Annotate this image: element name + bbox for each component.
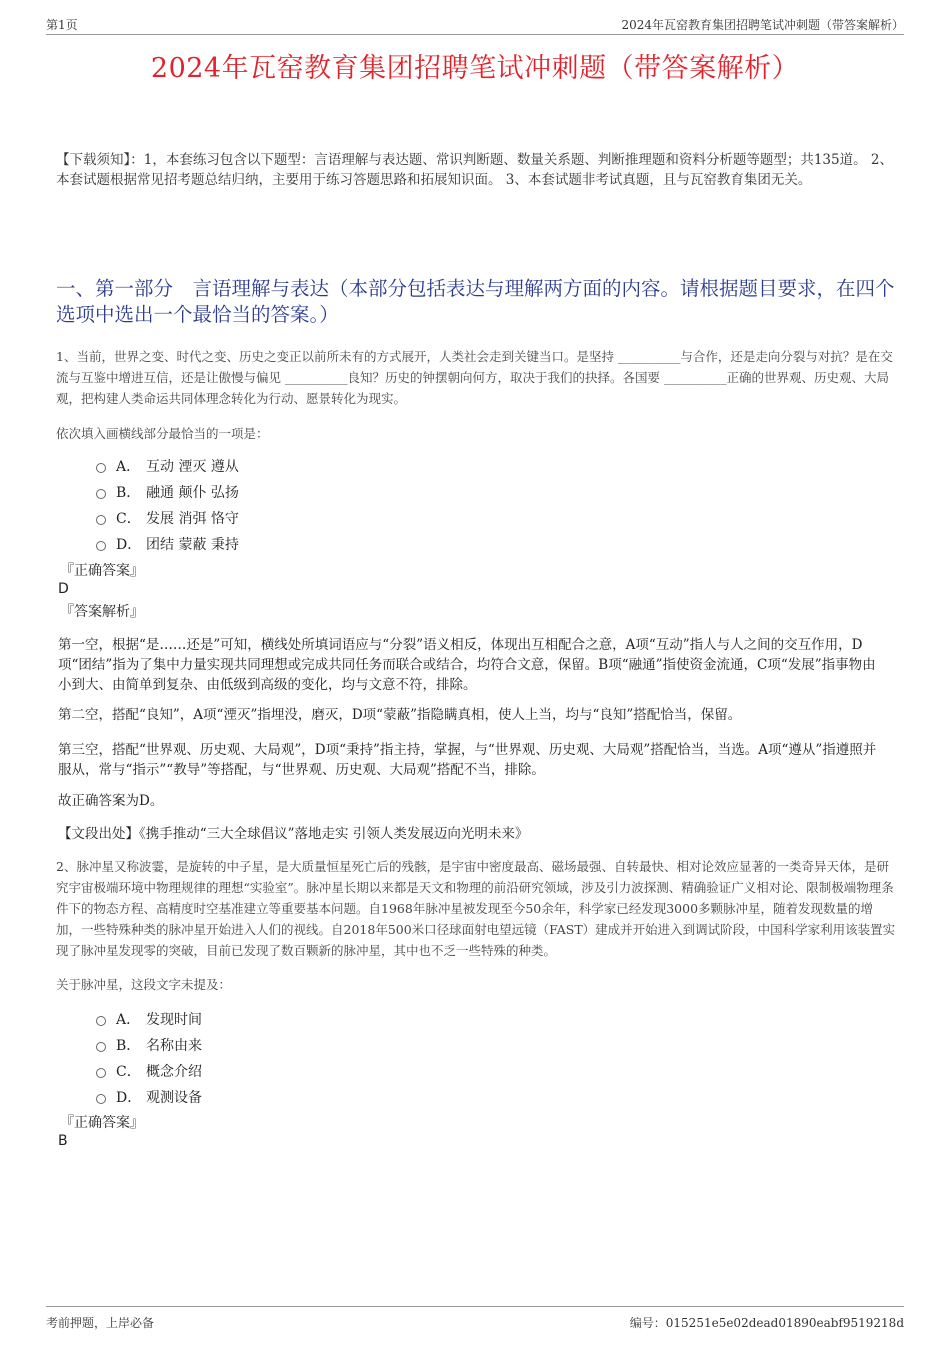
page-number: 第1页 xyxy=(46,18,78,32)
footer-slogan: 考前押题，上岸必备 xyxy=(46,1316,155,1330)
question-1-text: 1、当前，世界之变、时代之变、历史之变正以前所未有的方式展开，人类社会走到关键当口。是坚持 __________与合作，还是走向分裂与对抗？是在交流与互鉴中增进互信，还是让傲慢与偏见 __________良知？历史的钟摆朝向何方，取决于我们的抉择。各国要 __________正确的世界观、历史观、大局观，把构建人类命运共同体理念转化为行动、愿景转化为现实。 xyxy=(56,349,893,406)
option-text: 互动 湮灭 遵从 xyxy=(146,459,239,475)
radio-icon[interactable] xyxy=(96,489,106,499)
radio-icon[interactable] xyxy=(96,1016,106,1026)
analysis-paragraph-1: 第一空，根据“是……还是”可知，横线处所填词语应与“分裂”语义相反，体现出互相配合之意，A项“互动”指人与人之间的交互作用，D项“团结”指为了集中力量实现共同理想或完成共同任务而联合或结合，均符合文意，保留。B项“融通”指使资金流通，C项“发展”指事物由小到大、由简单到复杂、由低级到高级的变化，均与文意不符，排除。 xyxy=(58,637,876,693)
option-text: 发展 消弭 恪守 xyxy=(146,511,239,527)
option-d[interactable]: D． 观测设备 xyxy=(96,1084,202,1110)
option-text: 团结 蒙蔽 秉持 xyxy=(146,537,239,553)
option-b[interactable]: B． 融通 颠仆 弘扬 xyxy=(96,479,239,505)
source-citation: 【文段出处】《携手推动“三大全球倡议”落地走实 引领人类发展迈向光明未来》 xyxy=(58,826,529,842)
option-a[interactable]: A． 互动 湮灭 遵从 xyxy=(96,453,239,479)
page-header xyxy=(46,14,904,35)
correct-answer-value: B xyxy=(58,1133,68,1149)
section-heading: 一、第一部分 言语理解与表达（本部分包括表达与理解两方面的内容。请根据题目要求，在四个选项中选出一个最恰当的答案。） xyxy=(56,277,895,326)
radio-icon[interactable] xyxy=(96,1068,106,1078)
option-text: 概念介绍 xyxy=(146,1064,202,1080)
option-text: 发现时间 xyxy=(146,1012,202,1028)
option-c[interactable]: C． 概念介绍 xyxy=(96,1058,202,1084)
option-text: 观测设备 xyxy=(146,1090,202,1106)
page-footer xyxy=(46,1306,904,1330)
radio-icon[interactable] xyxy=(96,463,106,473)
question-2-options xyxy=(96,1006,202,1110)
page-title: 2024年瓦窑教育集团招聘笔试冲刺题（带答案解析） xyxy=(150,53,800,84)
correct-answer-value: D xyxy=(58,581,69,597)
option-b[interactable]: B． 名称由来 xyxy=(96,1032,202,1058)
analysis-paragraph-2: 第二空，搭配“良知”，A项“湮灭”指埋没，磨灭，D项“蒙蔽”指隐瞒真相，使人上当，均与“良知”搭配恰当，保留。 xyxy=(58,707,742,723)
option-d[interactable]: D． 团结 蒙蔽 秉持 xyxy=(96,531,239,557)
radio-icon[interactable] xyxy=(96,1042,106,1052)
analysis-conclusion: 故正确答案为D。 xyxy=(58,793,164,809)
header-doc-title: 2024年瓦窑教育集团招聘笔试冲刺题（带答案解析） xyxy=(621,18,904,32)
radio-icon[interactable] xyxy=(96,541,106,551)
correct-answer-label: 『正确答案』 xyxy=(60,563,144,579)
option-a[interactable]: A． 发现时间 xyxy=(96,1006,202,1032)
radio-icon[interactable] xyxy=(96,1094,106,1104)
question-1-prompt: 依次填入画横线部分最恰当的一项是： xyxy=(56,426,269,441)
question-2-text: 2、脉冲星又称波霎，是旋转的中子星，是大质量恒星死亡后的残骸，是宇宙中密度最高、磁场最强、自转最快、相对论效应显著的一类奇异天体，是研究宇宙极端环境中物理规律的理想“实验室”。脉冲星长期以来都是天文和物理的前沿研究领域，涉及引力波探测、精确验证广义相对论、限制极端物理条件下的物态方程、高精度时空基准建立等重要基本问题。自1968年脉冲星被发现至今50余年，科学家已经发现3000多颗脉冲星，随着发现数量的增加，一些特殊种类的脉冲星开始进入人们的视线。自2018年500米口径球面射电望远镜（FAST）建成并开始进入到调试阶段，中国科学家利用该装置实现了脉冲星发现零的突破，目前已发现了数百颗新的脉冲星，其中也不乏一些特殊的种类。 xyxy=(56,859,896,958)
option-text: 名称由来 xyxy=(146,1038,202,1054)
correct-answer-label: 『正确答案』 xyxy=(60,1115,144,1131)
option-text: 融通 颠仆 弘扬 xyxy=(146,485,239,501)
option-c[interactable]: C． 发展 消弭 恪守 xyxy=(96,505,239,531)
download-notice: 【下载须知】：1，本套练习包含以下题型：言语理解与表达题、常识判断题、数量关系题、判断推理题和资料分析题等题型；共135道。 2、本套试题根据常见招考题总结归纳，主要用于练习答题思路和拓展知识面。 3、本套试题非考试真题，且与瓦窑教育集团无关。 xyxy=(56,152,893,188)
question-1-options xyxy=(96,453,239,557)
question-2-prompt: 关于脉冲星，这段文字未提及： xyxy=(56,977,232,992)
analysis-label: 『答案解析』 xyxy=(60,604,144,620)
document-serial: 编号：015251e5e02dead01890eabf9519218d xyxy=(629,1316,904,1330)
radio-icon[interactable] xyxy=(96,515,106,525)
analysis-paragraph-3: 第三空，搭配“世界观、历史观、大局观”，D项“秉持”指主持，掌握，与“世界观、历史观、大局观”搭配恰当，当选。A项“遵从”指遵照并服从，常与“指示”“教导”等搭配，与“世界观、历史观、大局观”搭配不当，排除。 xyxy=(58,742,877,778)
